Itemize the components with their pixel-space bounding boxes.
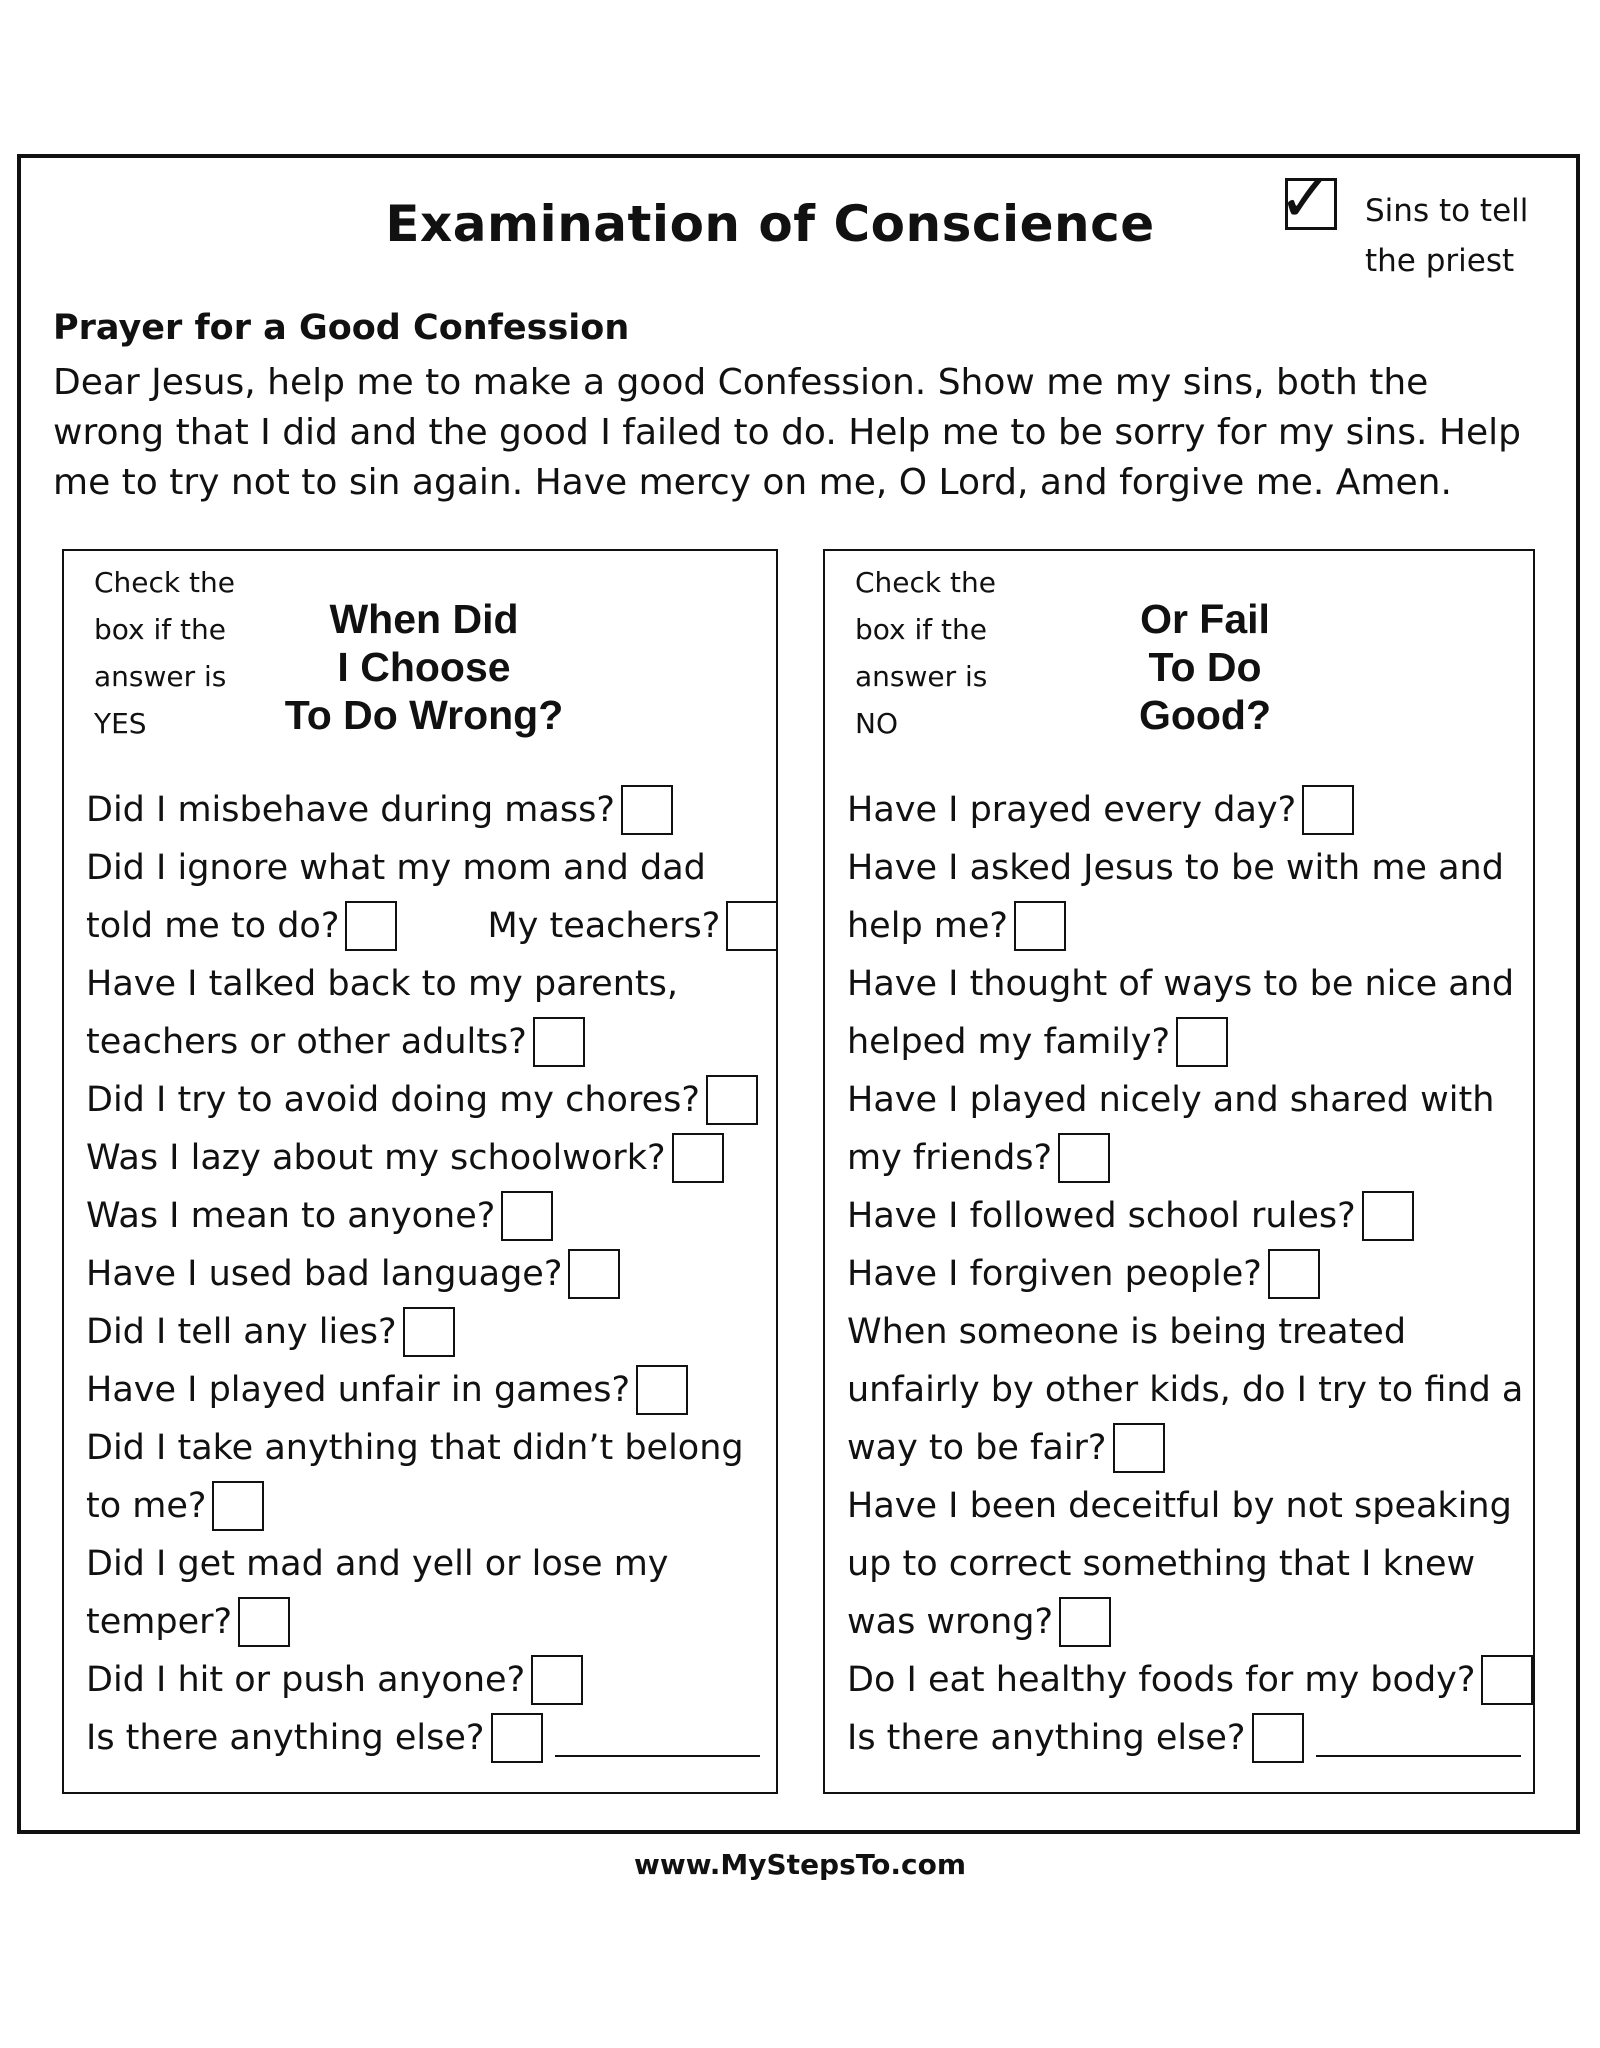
question-line: Did I tell any lies?	[86, 1303, 778, 1361]
question-line: Was I lazy about my schoolwork?	[86, 1129, 778, 1187]
question-line: Is there anything else?	[847, 1709, 1533, 1767]
question-line: Have I thought of ways to be nice and	[847, 964, 1515, 1004]
answer-checkbox[interactable]	[531, 1655, 583, 1705]
question-line: unfairly by other kids, do I try to find a	[847, 1370, 1524, 1410]
prayer-text: Dear Jesus, help me to make a good Confession. Show me my sins, both the wrong that I did and the good I failed to do. Help me to be sorry for my sins. Help me to try not to sin again. Have mercy on me, O Lord, and forgive me. Amen.	[53, 362, 1521, 503]
legend-label: Sins to tell the priest	[1365, 193, 1529, 279]
fail-to-do-good-column	[823, 549, 1535, 1794]
answer-checkbox[interactable]	[706, 1075, 758, 1125]
question-line: teachers or other adults?	[86, 1013, 778, 1071]
yes-instructions: Check the box if the answer is YES	[94, 566, 235, 740]
question-line: Have I used bad language?	[86, 1245, 778, 1303]
answer-checkbox[interactable]	[501, 1191, 553, 1241]
wrong-doing-column	[62, 549, 778, 1794]
question-line: Did I ignore what my mom and dad	[86, 848, 706, 888]
question-line: Do I eat healthy foods for my body?	[847, 1651, 1533, 1709]
question-line: Did I hit or push anyone?	[86, 1651, 778, 1709]
answer-checkbox[interactable]	[345, 901, 397, 951]
question-line: temper?	[86, 1593, 778, 1651]
answer-checkbox[interactable]	[568, 1249, 620, 1299]
question-list	[86, 781, 778, 1767]
question-line: up to correct something that I knew	[847, 1544, 1476, 1584]
question-line: Did I get mad and yell or lose my	[86, 1544, 669, 1584]
question-line: Have I played unfair in games?	[86, 1361, 778, 1419]
question-line: Is there anything else?	[86, 1709, 778, 1767]
answer-checkbox[interactable]	[1059, 1597, 1111, 1647]
question-line: help me?	[847, 897, 1533, 955]
prayer-title: Prayer for a Good Confession	[53, 308, 630, 348]
answer-checkbox[interactable]	[491, 1713, 543, 1763]
no-instructions: Check the box if the answer is NO	[855, 566, 996, 740]
question-line: Did I misbehave during mass?	[86, 781, 778, 839]
question-line: Was I mean to anyone?	[86, 1187, 778, 1245]
answer-checkbox[interactable]	[672, 1133, 724, 1183]
answer-checkbox[interactable]	[1362, 1191, 1414, 1241]
write-in-line[interactable]	[1316, 1719, 1521, 1757]
question-line: told me to do? My teachers?	[86, 897, 778, 955]
answer-checkbox[interactable]	[212, 1481, 264, 1531]
answer-checkbox[interactable]	[533, 1017, 585, 1067]
question-list	[847, 781, 1533, 1767]
answer-checkbox[interactable]	[238, 1597, 290, 1647]
answer-checkbox[interactable]	[636, 1365, 688, 1415]
answer-checkbox[interactable]	[1058, 1133, 1110, 1183]
question-line: to me?	[86, 1477, 778, 1535]
question-line: When someone is being treated	[847, 1312, 1407, 1352]
answer-checkbox[interactable]	[1481, 1655, 1533, 1705]
question-line: way to be fair?	[847, 1419, 1533, 1477]
answer-checkbox[interactable]	[1113, 1423, 1165, 1473]
question-line: Did I take anything that didn’t belong	[86, 1428, 744, 1468]
answer-checkbox[interactable]	[1176, 1017, 1228, 1067]
question-line: Have I been deceitful by not speaking	[847, 1486, 1512, 1526]
answer-checkbox[interactable]	[1014, 901, 1066, 951]
answer-checkbox[interactable]	[1252, 1713, 1304, 1763]
column-heading: When Did I Choose To Do Wrong?	[284, 596, 564, 738]
question-line: Have I played nicely and shared with	[847, 1080, 1495, 1120]
answer-checkbox[interactable]	[403, 1307, 455, 1357]
question-line: my friends?	[847, 1129, 1533, 1187]
question-line: Have I prayed every day?	[847, 781, 1533, 839]
question-line: Have I asked Jesus to be with me and	[847, 848, 1504, 888]
checkmark-icon: ✓	[1278, 160, 1334, 237]
write-in-line[interactable]	[555, 1719, 760, 1757]
question-line: Did I try to avoid doing my chores?	[86, 1071, 778, 1129]
answer-checkbox[interactable]	[621, 785, 673, 835]
question-line: was wrong?	[847, 1593, 1533, 1651]
question-line: Have I talked back to my parents,	[86, 964, 678, 1004]
answer-checkbox[interactable]	[726, 901, 778, 951]
page-title: Examination of Conscience	[385, 195, 1155, 253]
question-line: Have I followed school rules?	[847, 1187, 1533, 1245]
question-line: Have I forgiven people?	[847, 1245, 1533, 1303]
answer-checkbox[interactable]	[1268, 1249, 1320, 1299]
answer-checkbox[interactable]	[1302, 785, 1354, 835]
question-line: helped my family?	[847, 1013, 1533, 1071]
website-footer: www.MyStepsTo.com	[633, 1848, 967, 1881]
column-heading: Or Fail To Do Good?	[1138, 596, 1272, 738]
